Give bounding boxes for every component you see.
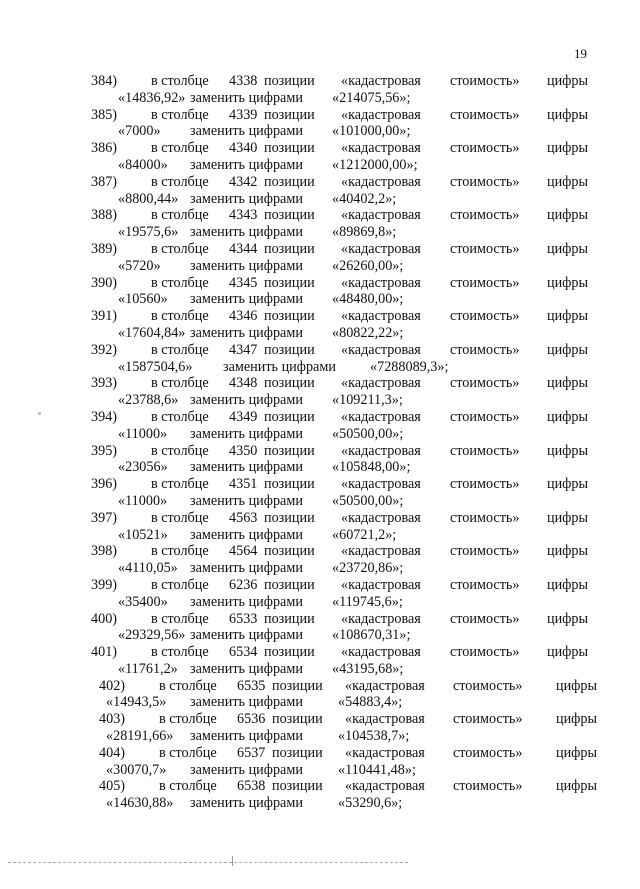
replace-label: заменить цифрами (190, 795, 303, 812)
cost-label: стоимость» (453, 778, 523, 795)
new-value: «80822,22»; (332, 324, 404, 341)
new-value: «101000,00»; (332, 123, 411, 140)
new-value: «110441,48»; (338, 761, 416, 778)
in-column-label: в столбце (151, 341, 209, 358)
column-number: 6534 (229, 644, 258, 661)
cadastral-label: «кадастровая (341, 308, 421, 325)
old-value: «14630,88» (106, 795, 174, 812)
digits-label: цифры (547, 140, 589, 157)
entry-number: 394) (91, 408, 118, 425)
digits-label: цифры (547, 476, 589, 493)
column-number: 4564 (229, 543, 258, 560)
column-number: 4563 (229, 509, 258, 526)
page-number: 19 (574, 46, 587, 61)
amendment-entry (0, 678, 640, 712)
in-column-label: в столбце (159, 778, 217, 795)
entry-number: 393) (91, 375, 118, 392)
amendment-entry (0, 375, 640, 409)
positions-label: позиции (264, 543, 315, 560)
in-column-label: в столбце (151, 73, 209, 89)
digits-label: цифры (547, 240, 589, 257)
cost-label: стоимость» (450, 476, 520, 493)
old-value: «17604,84» (118, 324, 186, 341)
cost-label: стоимость» (450, 576, 520, 593)
amendment-entry (0, 443, 640, 477)
amendment-entry (0, 476, 640, 510)
digits-label: цифры (547, 543, 589, 560)
digits-label: цифры (547, 106, 589, 123)
amendment-entry (0, 543, 640, 577)
replace-label: заменить цифрами (190, 492, 303, 509)
in-column-label: в столбце (151, 509, 209, 526)
cost-label: стоимость» (450, 140, 520, 157)
new-value: «48480,00»; (332, 291, 404, 308)
entry-number: 386) (91, 140, 118, 157)
amendment-entry (0, 107, 640, 141)
cadastral-label: «кадастровая (341, 173, 421, 190)
cost-label: стоимость» (450, 644, 520, 661)
digits-label: цифры (556, 778, 598, 795)
positions-label: позиции (264, 509, 315, 526)
cadastral-label: «кадастровая (345, 677, 425, 694)
in-column-label: в столбце (151, 308, 209, 325)
positions-label: позиции (264, 341, 315, 358)
replace-label: заменить цифрами (190, 257, 303, 274)
replace-label: заменить цифрами (190, 627, 303, 644)
entry-number: 396) (91, 476, 118, 493)
new-value: «26260,00»; (332, 257, 404, 274)
column-number: 4343 (229, 207, 258, 224)
digits-label: цифры (547, 509, 589, 526)
digits-label: цифры (547, 442, 589, 459)
replace-label: заменить цифрами (190, 660, 303, 677)
entry-number: 397) (91, 509, 118, 526)
cadastral-label: «кадастровая (345, 744, 425, 761)
cost-label: стоимость» (450, 408, 520, 425)
new-value: «40402,2»; (332, 190, 397, 207)
cost-label: стоимость» (450, 173, 520, 190)
entry-number: 392) (91, 341, 118, 358)
in-column-label: в столбце (151, 173, 209, 190)
in-column-label: в столбце (151, 442, 209, 459)
cadastral-label: «кадастровая (341, 509, 421, 526)
amendment-entry (0, 241, 640, 275)
column-number: 4346 (229, 308, 258, 325)
amendment-entry (0, 207, 640, 241)
amendment-entry (0, 745, 640, 779)
replace-label: заменить цифрами (190, 190, 303, 207)
positions-label: позиции (264, 106, 315, 123)
old-value: «10521» (118, 526, 168, 543)
replace-label: заменить цифрами (190, 156, 303, 173)
digits-label: цифры (547, 308, 589, 325)
old-value: «29329,56» (118, 627, 186, 644)
cost-label: стоимость» (450, 240, 520, 257)
old-value: «23056» (118, 459, 168, 476)
entry-number: 401) (91, 644, 118, 661)
amendment-entry (0, 342, 640, 376)
cost-label: стоимость» (450, 375, 520, 392)
positions-label: позиции (264, 610, 315, 627)
new-value: «214075,56»; (332, 89, 411, 106)
cadastral-label: «кадастровая (341, 274, 421, 291)
digits-label: цифры (556, 677, 598, 694)
cadastral-label: «кадастровая (341, 408, 421, 425)
new-value: «119745,6»; (332, 593, 403, 610)
new-value: «104538,7»; (338, 728, 410, 745)
margin-mark (38, 412, 41, 415)
cadastral-label: «кадастровая (341, 576, 421, 593)
digits-label: цифры (547, 610, 589, 627)
amendment-list (0, 73, 640, 812)
digits-label: цифры (547, 408, 589, 425)
column-number: 4351 (229, 476, 258, 493)
cost-label: стоимость» (450, 341, 520, 358)
entry-number: 395) (91, 442, 118, 459)
amendment-entry (0, 275, 640, 309)
new-value: «105848,00»; (332, 459, 411, 476)
old-value: «11000» (118, 425, 168, 442)
replace-label: заменить цифрами (190, 526, 303, 543)
replace-label: заменить цифрами (190, 728, 303, 745)
bottom-edge-tick (232, 856, 233, 866)
cost-label: стоимость» (450, 543, 520, 560)
positions-label: позиции (264, 576, 315, 593)
replace-label: заменить цифрами (223, 358, 336, 375)
amendment-entry (0, 73, 640, 107)
cost-label: стоимость» (450, 207, 520, 224)
old-value: «23788,6» (118, 392, 179, 409)
replace-label: заменить цифрами (190, 593, 303, 610)
old-value: «28191,66» (106, 728, 174, 745)
in-column-label: в столбце (151, 476, 209, 493)
replace-label: заменить цифрами (190, 392, 303, 409)
cadastral-label: «кадастровая (341, 73, 421, 89)
digits-label: цифры (547, 274, 589, 291)
entry-number: 403) (99, 711, 126, 728)
positions-label: позиции (264, 644, 315, 661)
cost-label: стоимость» (450, 274, 520, 291)
new-value: «23720,86»; (332, 560, 404, 577)
cost-label: стоимость» (450, 509, 520, 526)
digits-label: цифры (547, 173, 589, 190)
positions-label: позиции (264, 442, 315, 459)
cost-label: стоимость» (453, 744, 523, 761)
replace-label: заменить цифрами (190, 761, 303, 778)
column-number: 6538 (237, 778, 266, 795)
old-value: «30070,7» (106, 761, 167, 778)
in-column-label: в столбце (151, 375, 209, 392)
new-value: «43195,68»; (332, 660, 404, 677)
new-value: «54883,4»; (338, 694, 403, 711)
replace-label: заменить цифрами (190, 291, 303, 308)
positions-label: позиции (264, 140, 315, 157)
old-value: «19575,6» (118, 224, 179, 241)
replace-label: заменить цифрами (190, 89, 303, 106)
cadastral-label: «кадастровая (345, 778, 425, 795)
digits-label: цифры (547, 576, 589, 593)
positions-label: позиции (264, 476, 315, 493)
in-column-label: в столбце (151, 644, 209, 661)
column-number: 4339 (229, 106, 258, 123)
entry-number: 400) (91, 610, 118, 627)
column-number: 4350 (229, 442, 258, 459)
digits-label: цифры (547, 375, 589, 392)
digits-label: цифры (547, 73, 589, 89)
old-value: «7000» (118, 123, 161, 140)
cost-label: стоимость» (450, 610, 520, 627)
old-value: «8800,44» (118, 190, 179, 207)
cadastral-label: «кадастровая (341, 476, 421, 493)
amendment-entry (0, 577, 640, 611)
positions-label: позиции (272, 677, 323, 694)
cost-label: стоимость» (450, 106, 520, 123)
digits-label: цифры (547, 207, 589, 224)
column-number: 6236 (229, 576, 258, 593)
old-value: «11761,2» (118, 660, 178, 677)
column-number: 4347 (229, 341, 258, 358)
amendment-entry (0, 409, 640, 443)
positions-label: позиции (272, 778, 323, 795)
in-column-label: в столбце (151, 576, 209, 593)
entry-number: 387) (91, 173, 118, 190)
positions-label: позиции (264, 240, 315, 257)
amendment-entry (0, 510, 640, 544)
column-number: 6537 (237, 744, 266, 761)
positions-label: позиции (264, 408, 315, 425)
replace-label: заменить цифрами (190, 123, 303, 140)
old-value: «10560» (118, 291, 168, 308)
cost-label: стоимость» (453, 677, 523, 694)
digits-label: цифры (547, 644, 589, 661)
digits-label: цифры (556, 711, 598, 728)
in-column-label: в столбце (151, 140, 209, 157)
column-number: 4340 (229, 140, 258, 157)
column-number: 4344 (229, 240, 258, 257)
column-number: 4338 (229, 73, 258, 89)
in-column-label: в столбце (159, 744, 217, 761)
in-column-label: в столбце (151, 240, 209, 257)
entry-number: 391) (91, 308, 118, 325)
positions-label: позиции (264, 73, 315, 89)
column-number: 6535 (237, 677, 266, 694)
in-column-label: в столбце (151, 543, 209, 560)
positions-label: позиции (264, 173, 315, 190)
old-value: «4110,05» (118, 560, 178, 577)
cadastral-label: «кадастровая (345, 711, 425, 728)
digits-label: цифры (556, 744, 598, 761)
entry-number: 384) (91, 73, 118, 89)
positions-label: позиции (264, 308, 315, 325)
new-value: «60721,2»; (332, 526, 397, 543)
old-value: «14943,5» (106, 694, 167, 711)
amendment-entry (0, 174, 640, 208)
in-column-label: в столбце (151, 274, 209, 291)
positions-label: позиции (272, 744, 323, 761)
cost-label: стоимость» (450, 308, 520, 325)
entry-number: 402) (99, 677, 126, 694)
amendment-entry (0, 711, 640, 745)
new-value: «50500,00»; (332, 492, 404, 509)
in-column-label: в столбце (159, 677, 217, 694)
entry-number: 388) (91, 207, 118, 224)
old-value: «11000» (118, 492, 168, 509)
amendment-entry (0, 644, 640, 678)
cadastral-label: «кадастровая (341, 610, 421, 627)
cadastral-label: «кадастровая (341, 140, 421, 157)
in-column-label: в столбце (151, 207, 209, 224)
amendment-entry (0, 611, 640, 645)
new-value: «53290,6»; (338, 795, 403, 812)
positions-label: позиции (272, 711, 323, 728)
column-number: 6533 (229, 610, 258, 627)
new-value: «109211,3»; (332, 392, 403, 409)
old-value: «14836,92» (118, 89, 186, 106)
old-value: «5720» (118, 257, 161, 274)
column-number: 4348 (229, 375, 258, 392)
entry-number: 390) (91, 274, 118, 291)
replace-label: заменить цифрами (190, 425, 303, 442)
replace-label: заменить цифрами (190, 224, 303, 241)
column-number: 4342 (229, 173, 258, 190)
cadastral-label: «кадастровая (341, 644, 421, 661)
replace-label: заменить цифрами (190, 694, 303, 711)
replace-label: заменить цифрами (190, 560, 303, 577)
replace-label: заменить цифрами (190, 459, 303, 476)
entry-number: 404) (99, 744, 126, 761)
entry-number: 405) (99, 778, 126, 795)
in-column-label: в столбце (151, 610, 209, 627)
new-value: «108670,31»; (332, 627, 411, 644)
cadastral-label: «кадастровая (341, 442, 421, 459)
in-column-label: в столбце (151, 408, 209, 425)
cadastral-label: «кадастровая (341, 341, 421, 358)
cost-label: стоимость» (450, 442, 520, 459)
new-value: «50500,00»; (332, 425, 404, 442)
new-value: «7288089,3»; (370, 358, 449, 375)
in-column-label: в столбце (151, 106, 209, 123)
old-value: «1587504,6» (118, 358, 193, 375)
column-number: 6536 (237, 711, 266, 728)
old-value: «35400» (118, 593, 168, 610)
amendment-entry (0, 140, 640, 174)
digits-label: цифры (547, 341, 589, 358)
amendment-entry (0, 778, 640, 812)
cadastral-label: «кадастровая (341, 207, 421, 224)
positions-label: позиции (264, 274, 315, 291)
amendment-entry (0, 308, 640, 342)
replace-label: заменить цифрами (190, 324, 303, 341)
positions-label: позиции (264, 375, 315, 392)
entry-number: 399) (91, 576, 118, 593)
positions-label: позиции (264, 207, 315, 224)
in-column-label: в столбце (159, 711, 217, 728)
cadastral-label: «кадастровая (341, 543, 421, 560)
entry-number: 389) (91, 240, 118, 257)
cadastral-label: «кадастровая (341, 240, 421, 257)
entry-number: 398) (91, 543, 118, 560)
cost-label: стоимость» (453, 711, 523, 728)
cadastral-label: «кадастровая (341, 106, 421, 123)
entry-number: 385) (91, 106, 118, 123)
new-value: «89869,8»; (332, 224, 397, 241)
cadastral-label: «кадастровая (341, 375, 421, 392)
new-value: «1212000,00»; (332, 156, 418, 173)
column-number: 4345 (229, 274, 258, 291)
column-number: 4349 (229, 408, 258, 425)
old-value: «84000» (118, 156, 168, 173)
cost-label: стоимость» (450, 73, 520, 89)
bottom-edge-mark (8, 862, 408, 864)
